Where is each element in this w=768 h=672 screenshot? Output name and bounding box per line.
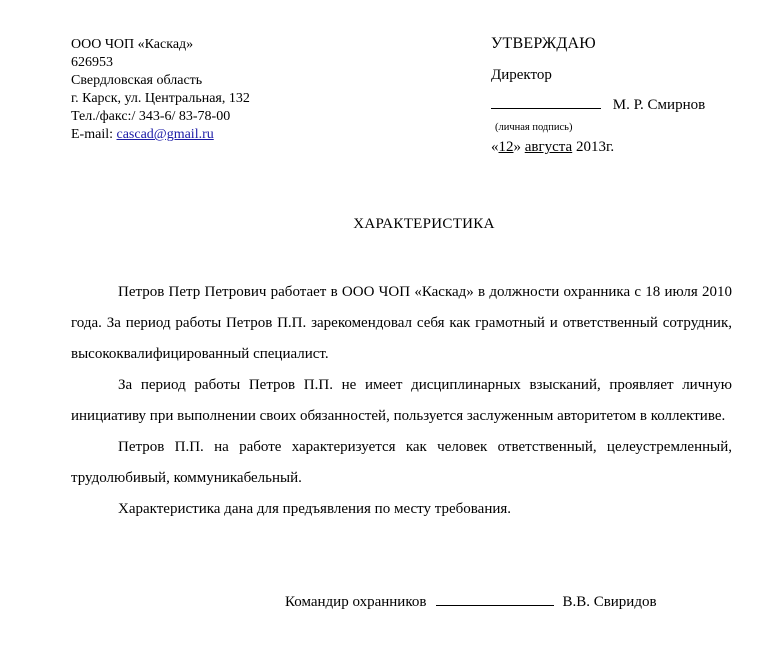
organization-region: Свердловская область xyxy=(71,73,203,88)
date-month: августа xyxy=(524,139,573,155)
organization-email-row xyxy=(71,126,250,144)
signature-name: В.В. Свиридов xyxy=(562,594,657,610)
body-paragraph: За период работы Петров П.П. не имеет дисциплинарных взысканий, проявляет личную инициативу при выполнении своих обязанностей, пользуется заслуженным авторитетом в коллективе. xyxy=(71,377,732,424)
signature-line xyxy=(436,591,554,606)
date-close-quote: » xyxy=(513,139,521,155)
organization-name: ООО ЧОП «Каскад» xyxy=(71,37,194,52)
organization-block xyxy=(71,36,250,144)
approval-role: Директор xyxy=(491,67,552,83)
organization-address: г. Карск, ул. Центральная, 132 xyxy=(71,91,250,106)
document-body xyxy=(71,277,732,525)
organization-phone: Тел./факс:/ 343-6/ 83-78-00 xyxy=(71,109,231,124)
signature-blank xyxy=(491,94,601,109)
signature-hint: (личная подпись) xyxy=(495,122,573,133)
signature-block xyxy=(285,591,657,613)
document-title: ХАРАКТЕРИСТИКА xyxy=(353,216,495,232)
date-year: 2013г. xyxy=(575,139,615,155)
approval-date xyxy=(491,137,761,157)
signature-position: Командир охранников xyxy=(285,594,427,610)
email-label: E-mail: xyxy=(71,127,117,142)
email-link[interactable]: cascad@gmail.ru xyxy=(116,127,214,142)
body-paragraph: Петров П.П. на работе характеризуется как человек ответственный, целеустремленный, трудолюбивый, коммуникабельный. xyxy=(71,439,732,486)
organization-postal-code: 626953 xyxy=(71,55,113,70)
approval-block xyxy=(491,34,761,157)
date-open-quote: « xyxy=(491,139,499,155)
approval-signature-line xyxy=(491,94,761,115)
body-paragraph: Петров Петр Петрович работает в ООО ЧОП «Каскад» в должности охранника с 18 июля 2010 года. За период работы Петров П.П. зарекомендовал себя как грамотный и ответственный сотрудник, высококвалифицированный специалист. xyxy=(71,284,732,362)
document-title-row xyxy=(0,216,768,233)
approval-title: УТВЕРЖДАЮ xyxy=(491,35,596,52)
body-paragraph: Характеристика дана для предъявления по месту требования. xyxy=(118,501,512,517)
date-day: 12 xyxy=(498,139,514,155)
approval-signer: М. Р. Смирнов xyxy=(612,97,706,113)
